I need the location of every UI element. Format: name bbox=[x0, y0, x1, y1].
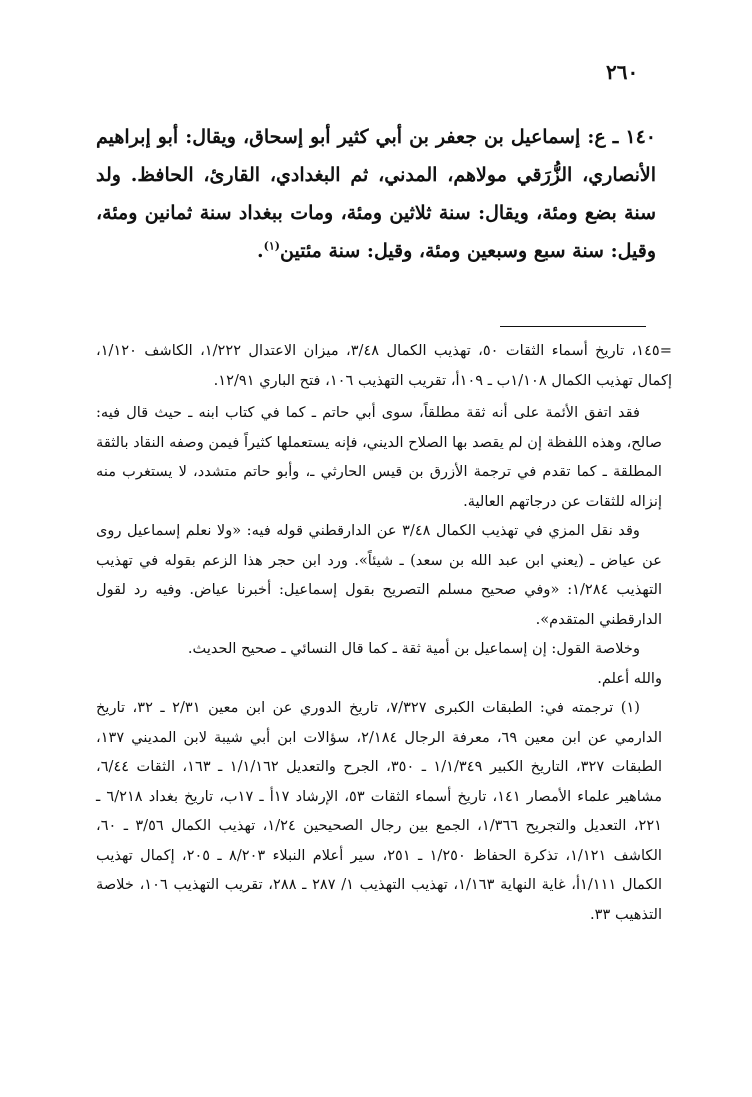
entry-text: ١٤٠ ـ ع: إسماعيل بن جعفر بن أبي كثير أبو إسحاق، ويقال: أبو إبراهيم الأنصاري، الزُّرَقي مولاهم، المدني، ثم البغدادي، القارئ، الحافظ. ولد سنة بضع ومئة، ويقال: سنة ثلاثين ومئة، ومات ببغداد سنة ثمانين ومئة، وقيل: سنة سبع وسبعين ومئة، وقيل: سنة مئتين bbox=[96, 126, 656, 262]
footnotes-section bbox=[96, 336, 672, 929]
footnote-continuation: =١٤٥، تاريخ أسماء الثقات ٥٠، تهذيب الكمال ٣/٤٨، ميزان الاعتدال ١/٢٢٢، الكاشف ١/١٢٠، إكمال تهذيب الكمال ١/١٠٨ب ـ ١٠٩أ، تقريب التهذيب ١٠٦، فتح الباري ١٢/٩١. bbox=[96, 342, 672, 389]
commentary-paragraph-1: فقد اتفق الأئمة على أنه ثقة مطلقاً، سوى أبي حاتم ـ كما في كتاب ابنه ـ حيث قال فيه: صالح، وهذه اللفظة إن لم يقصد بها الصلاح الديني، فإنه يستعملها كثيراً فيمن وصفه النقاد بالثقة المطلقة ـ كما تقدم في ترجمة الأزرق بن قيس الحارثي ـ، وأبو حاتم متشدد، لا يستغرب منه إنزاله للثقات عن درجاتهم العالية. bbox=[96, 404, 662, 510]
footnote-separator bbox=[500, 326, 646, 327]
biography-entry bbox=[96, 118, 656, 270]
entry-end: . bbox=[257, 240, 264, 262]
commentary-paragraph-2: وقد نقل المزي في تهذيب الكمال ٣/٤٨ عن الدارقطني قوله فيه: «ولا نعلم إسماعيل روى عن عياض ـ (يعني ابن عبد الله بن سعد) ـ شيئاً». ورد ابن حجر هذا الزعم بقوله في تهذيب التهذيب ١/٢٨٤: «وفي صحيح مسلم التصريح بقول إسماعيل: أخبرنا عياض. وفيه رد لقول الدارقطني المتقدم». bbox=[96, 522, 663, 628]
commentary-closing: والله أعلم. bbox=[597, 669, 662, 687]
footnote-1: (١) ترجمته في: الطبقات الكبرى ٧/٣٢٧، تاريخ الدوري عن ابن معين ٢/٣١ ـ ٣٢، تاريخ الدارمي عن ابن معين ٦٩، معرفة الرجال ٢/١٨٤، سؤالات ابن أبي شيبة لابن المديني ١٣٧، الطبقات ٣٢٧، التاريخ الكبير ١/١/٣٤٩ ـ ٣٥٠، الجرح والتعديل ١/١/١٦٢ ـ ١٦٣، الثقات ٦/٤٤، مشاهير علماء الأمصار ١٤١، تاريخ أسماء الثقات ٥٣، الإرشاد ١٧أ ـ ١٧ب، تاريخ بغداد ٦/٢١٨ ـ ٢٢١، التعديل والتجريح ١/٣٦٦، الجمع بين رجال الصحيحين ١/٢٤، تهذيب الكمال ٣/٥٦ ـ ٦٠، الكاشف ١/١٢١، تذكرة الحفاظ ١/٢٥٠ ـ ٢٥١، سير أعلام النبلاء ٨/٢٠٣ ـ ٢٠٥، إكمال تهذيب الكمال ١/١١١أ، غاية النهاية ١/١٦٣، تهذيب التهذيب ١/ ٢٨٧ ـ ٢٨٨، تقريب التهذيب ١٠٦، خلاصة التذهيب ٣٣. bbox=[96, 699, 663, 923]
footnote-reference: (١) bbox=[263, 239, 281, 253]
page-number: ٢٦٠ bbox=[606, 60, 639, 84]
commentary-paragraph-3: وخلاصة القول: إن إسماعيل بن أمية ثقة ـ كما قال النسائي ـ صحيح الحديث. bbox=[187, 640, 640, 657]
